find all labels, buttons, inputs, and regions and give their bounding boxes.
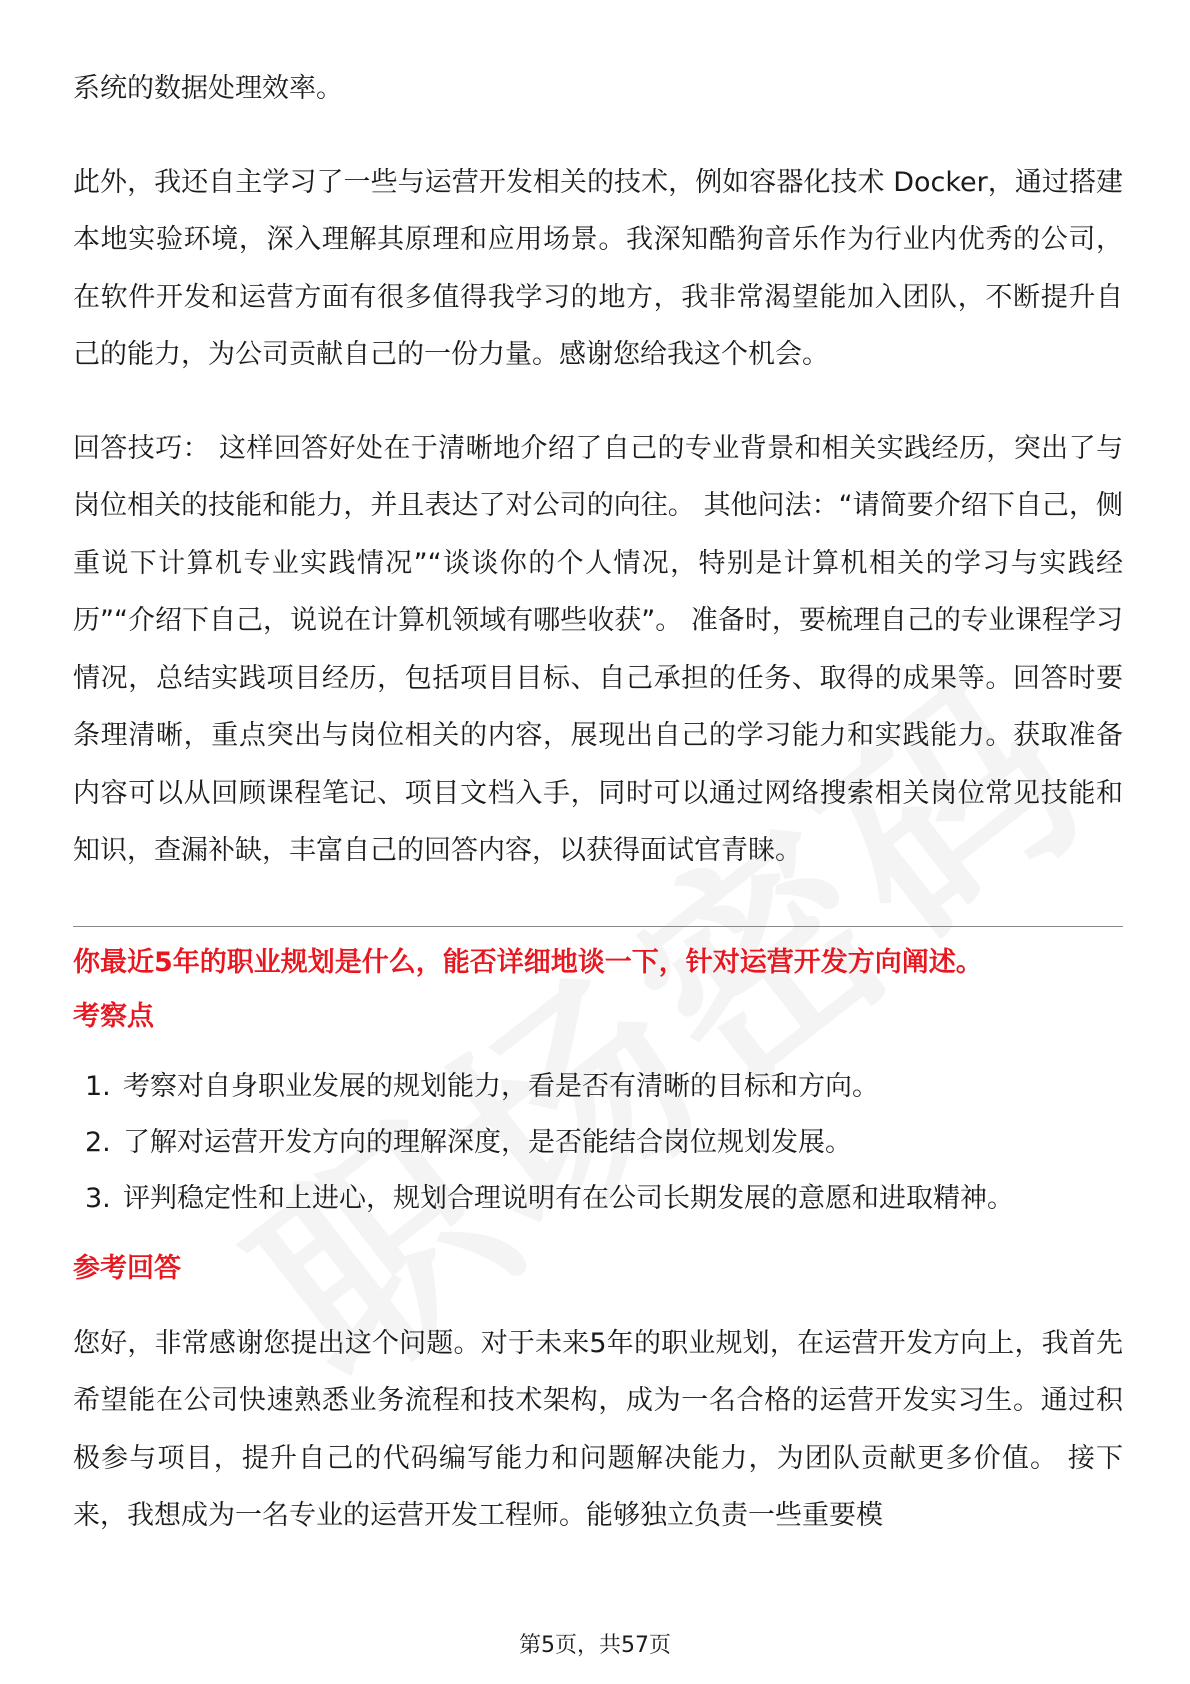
- list-item-number: 1.: [85, 1070, 111, 1102]
- page-number-footer: 第5页，共57页: [519, 1633, 671, 1658]
- assessment-heading: 考察点: [73, 1000, 154, 1032]
- list-item-number: 2.: [85, 1126, 111, 1158]
- assessment-list: [73, 1059, 1123, 1227]
- question-heading: 你最近5年的职业规划是什么，能否详细地谈一下，针对运营开发方向阐述。: [73, 946, 983, 978]
- paragraph-continuation: 系统的数据处理效率。: [73, 73, 343, 104]
- list-item-text: 了解对运营开发方向的理解深度，是否能结合岗位规划发展。: [123, 1126, 852, 1158]
- list-item-text: 评判稳定性和上进心，规划合理说明有在公司长期发展的意愿和进取精神。: [123, 1182, 1014, 1214]
- document-page: [73, 60, 1123, 1545]
- reference-answer-text: 您好，非常感谢您提出这个问题。对于未来5年的职业规划，在运营开发方向上，我首先希望能在公司快速熟悉业务流程和技术架构，成为一名合格的运营开发实习生。通过积极参与项目，提升自己的代码编写能力和问题解决能力，为团队贡献更多价值。 接下来，我想成为一名专业的运营开发工程师。能够独立负责一些重要模: [73, 1327, 1123, 1531]
- paragraph-answer-tips: 回答技巧： 这样回答好处在于清晰地介绍了自己的专业背景和相关实践经历，突出了与岗位相关的技能和能力，并且表达了对公司的向往。 其他问法：“请简要介绍下自己，侧重说下计算机专业实践情况”“谈谈你的个人情况，特别是计算机相关的学习与实践经历”“介绍下自己，说说在计算机领域有哪些收获”。 准备时，要梳理自己的专业课程学习情况，总结实践项目经历，包括项目目标、自己承担的任务、取得的成果等。回答时要条理清晰，重点突出与岗位相关的内容，展现出自己的学习能力和实践能力。获取准备内容可以从回顾课程笔记、项目文档入手，同时可以通过网络搜索相关岗位常见技能和知识，查漏补缺，丰富自己的回答内容，以获得面试官青睐。: [73, 432, 1123, 866]
- list-item: [73, 1115, 1123, 1171]
- reference-answer-heading: 参考回答: [73, 1252, 181, 1284]
- list-item-number: 3.: [85, 1182, 111, 1214]
- list-item-text: 考察对自身职业发展的规划能力，看是否有清晰的目标和方向。: [123, 1070, 879, 1102]
- list-item: [73, 1059, 1123, 1115]
- paragraph-self-study: 此外，我还自主学习了一些与运营开发相关的技术，例如容器化技术 Docker，通过搭建本地实验环境，深入理解其原理和应用场景。我深知酷狗音乐作为行业内优秀的公司，在软件开发和运营方面有很多值得我学习的地方，我非常渴望能加入团队，不断提升自己的能力，为公司贡献自己的一份力量。感谢您给我这个机会。: [73, 166, 1123, 370]
- list-item: [73, 1171, 1123, 1227]
